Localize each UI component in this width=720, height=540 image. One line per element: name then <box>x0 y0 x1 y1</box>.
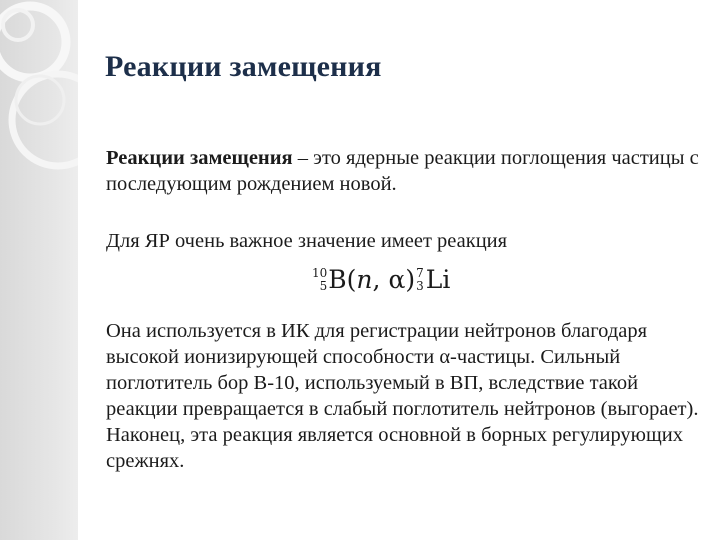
target-nuclide <box>312 265 347 294</box>
target-mass-number: 10 <box>312 265 328 280</box>
definition-term: Реакции замещения <box>106 147 293 169</box>
intro-paragraph: Для ЯР очень важное значение имеет реакция <box>106 230 508 252</box>
formula-open-paren: ( <box>346 265 357 294</box>
nuclear-reaction-formula <box>312 265 450 294</box>
product-symbol: Li <box>425 265 451 294</box>
body-paragraph: Она используется в ИК для регистрации нейтронов благодаря высокой ионизирующей способности α-частицы. Сильный поглотитель бор В-10, используемый в ВП, вследствие такой реакции превращается в слабый поглотитель нейтронов (выгорает). Наконец, эта реакция является основной в борных регулирующих срежнях. <box>106 320 699 472</box>
formula-projectile: n <box>356 265 373 294</box>
product-mass-number: 7 <box>416 265 424 280</box>
formula-close-paren: ) <box>405 265 416 294</box>
formula-comma: , <box>372 265 389 294</box>
definition-text: – это ядерные реакции поглощения частицы с последующим рождением новой. <box>106 147 699 195</box>
page-title: Реакции замещения <box>105 50 382 83</box>
target-charge-number: 5 <box>319 278 328 293</box>
target-symbol: B <box>328 265 347 294</box>
decorative-side-band <box>0 0 78 540</box>
product-charge-number: 3 <box>416 278 424 293</box>
definition-paragraph <box>106 145 706 197</box>
formula-ejectile: α <box>388 265 406 294</box>
product-nuclide <box>415 265 450 294</box>
decorative-rings-icon <box>0 0 78 540</box>
